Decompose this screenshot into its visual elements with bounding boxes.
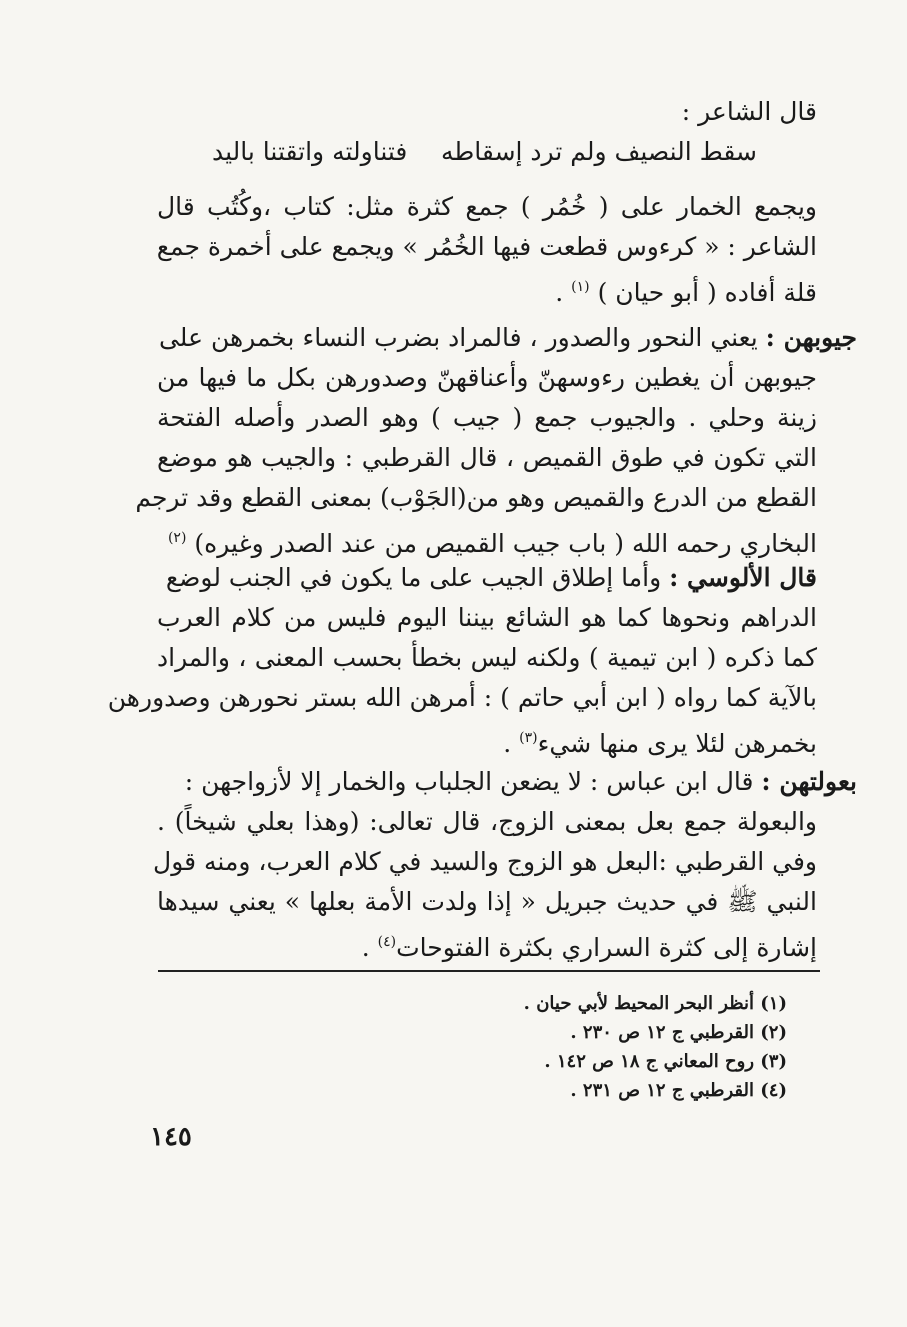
sec4-line-4: النبي ﷺ في حديث جبريل « إذا ولدت الأمة بعلها » يعني سيدها: [157, 887, 817, 916]
footnote-2: (٢) القرطبي ج ١٢ ص ٢٣٠ .: [570, 1022, 787, 1043]
footnote-ref-2: (٢): [167, 530, 187, 546]
sec2-keyword: جيوبهن :: [765, 323, 857, 352]
poet-intro: قال الشاعر :: [681, 97, 817, 126]
sec2-line-4: التي تكون في طوق القميص ، قال القرطبي : والجيب هو موضع: [157, 443, 817, 472]
sec4-keyword: بعولتهن :: [761, 767, 857, 796]
footnote-3: (٣) روح المعاني ج ١٨ ص ١٤٢ .: [544, 1051, 787, 1072]
verse-hemistich-left: فتناولته واتقتنا باليد: [212, 137, 408, 166]
footnote-ref-1: (١): [571, 279, 590, 295]
footnote-ref-3: (٣): [519, 730, 538, 746]
sec2-line-2: جيوبهن أن يغطين رءوسهنّ وأعناقهنّ وصدورهن بكل ما فيها من: [157, 363, 817, 392]
sec4-line-3: وفي القرطبي :البعل هو الزوج والسيد في كلام العرب، ومنه قول: [153, 847, 817, 876]
para1-line-2: الشاعر : « كرءوس قطعت فيها الخُمُر » ويجمع على أخمرة جمع: [156, 232, 817, 261]
footnote-ref-4: (٤): [377, 934, 397, 950]
sec3-keyword: قال الألوسي :: [669, 563, 817, 592]
sec2-line-3: زينة وحلي . والجيوب جمع ( جيب ) وهو الصدر وأصله الفتحة: [157, 403, 817, 432]
sec3-line-4: بالآية كما رواه ( ابن أبي حاتم ) : أمرهن الله بستر نحورهن وصدورهن: [107, 683, 817, 712]
sec4-line-1: بعولتهن : قال ابن عباس : لا يضعن الجلباب والخمار إلا لأزواجهن :: [184, 767, 857, 796]
sec2-line-5: القطع من الدرع والقميص وهو من(الجَوْب) بمعنى القطع وقد ترجم: [135, 483, 817, 512]
footnote-1: (١) أنظر البحر المحيط لأبي حيان .: [523, 993, 787, 1014]
sec3-line-1: قال الألوسي : وأما إطلاق الجيب على ما يكون في الجنب لوضع: [165, 563, 817, 592]
para1-line-1: ويجمع الخمار على ( خُمُر ) جمع كثرة مثل: كتاب ،وكُتُب قال: [157, 192, 817, 221]
verse-hemistich-right: سقط النصيف ولم ترد إسقاطه: [441, 137, 757, 166]
para1-line-3: قلة أفاده ( أبو حيان ) $^{(١)}$ .: [555, 278, 817, 307]
sec4-line-2: والبعولة جمع بعل بمعنى الزوج، قال تعالى: (وهذا بعلي شيخاً) .: [157, 807, 817, 836]
sec3-line-5: بخمرهن لئلا يرى منها شيء$^{(٣)}$ .: [503, 729, 817, 758]
page-number: ١٤٥: [150, 1122, 192, 1152]
sec3-line-3: كما ذكره ( ابن تيمية ) ولكنه ليس بخطأ بحسب المعنى ، والمراد: [157, 643, 817, 672]
sec4-line-5: إشارة إلى كثرة السراري بكثرة الفتوحات$^{(٤)}$ .: [361, 933, 817, 962]
sec3-line-2: الدراهم ونحوها كما هو الشائع بيننا اليوم فليس من كلام العرب: [157, 603, 817, 632]
sec2-line-1: جيوبهن : يعني النحور والصدور ، فالمراد بضرب النساء بخمرهن على: [158, 323, 857, 352]
footnote-divider: [158, 970, 820, 972]
footnote-4: (٤) القرطبي ج ١٢ ص ٢٣١ .: [570, 1080, 787, 1101]
sec2-line-6: البخاري رحمه الله ( باب جيب القميص من عند الصدر وغيره) $^{(٢)}$: [167, 529, 817, 558]
